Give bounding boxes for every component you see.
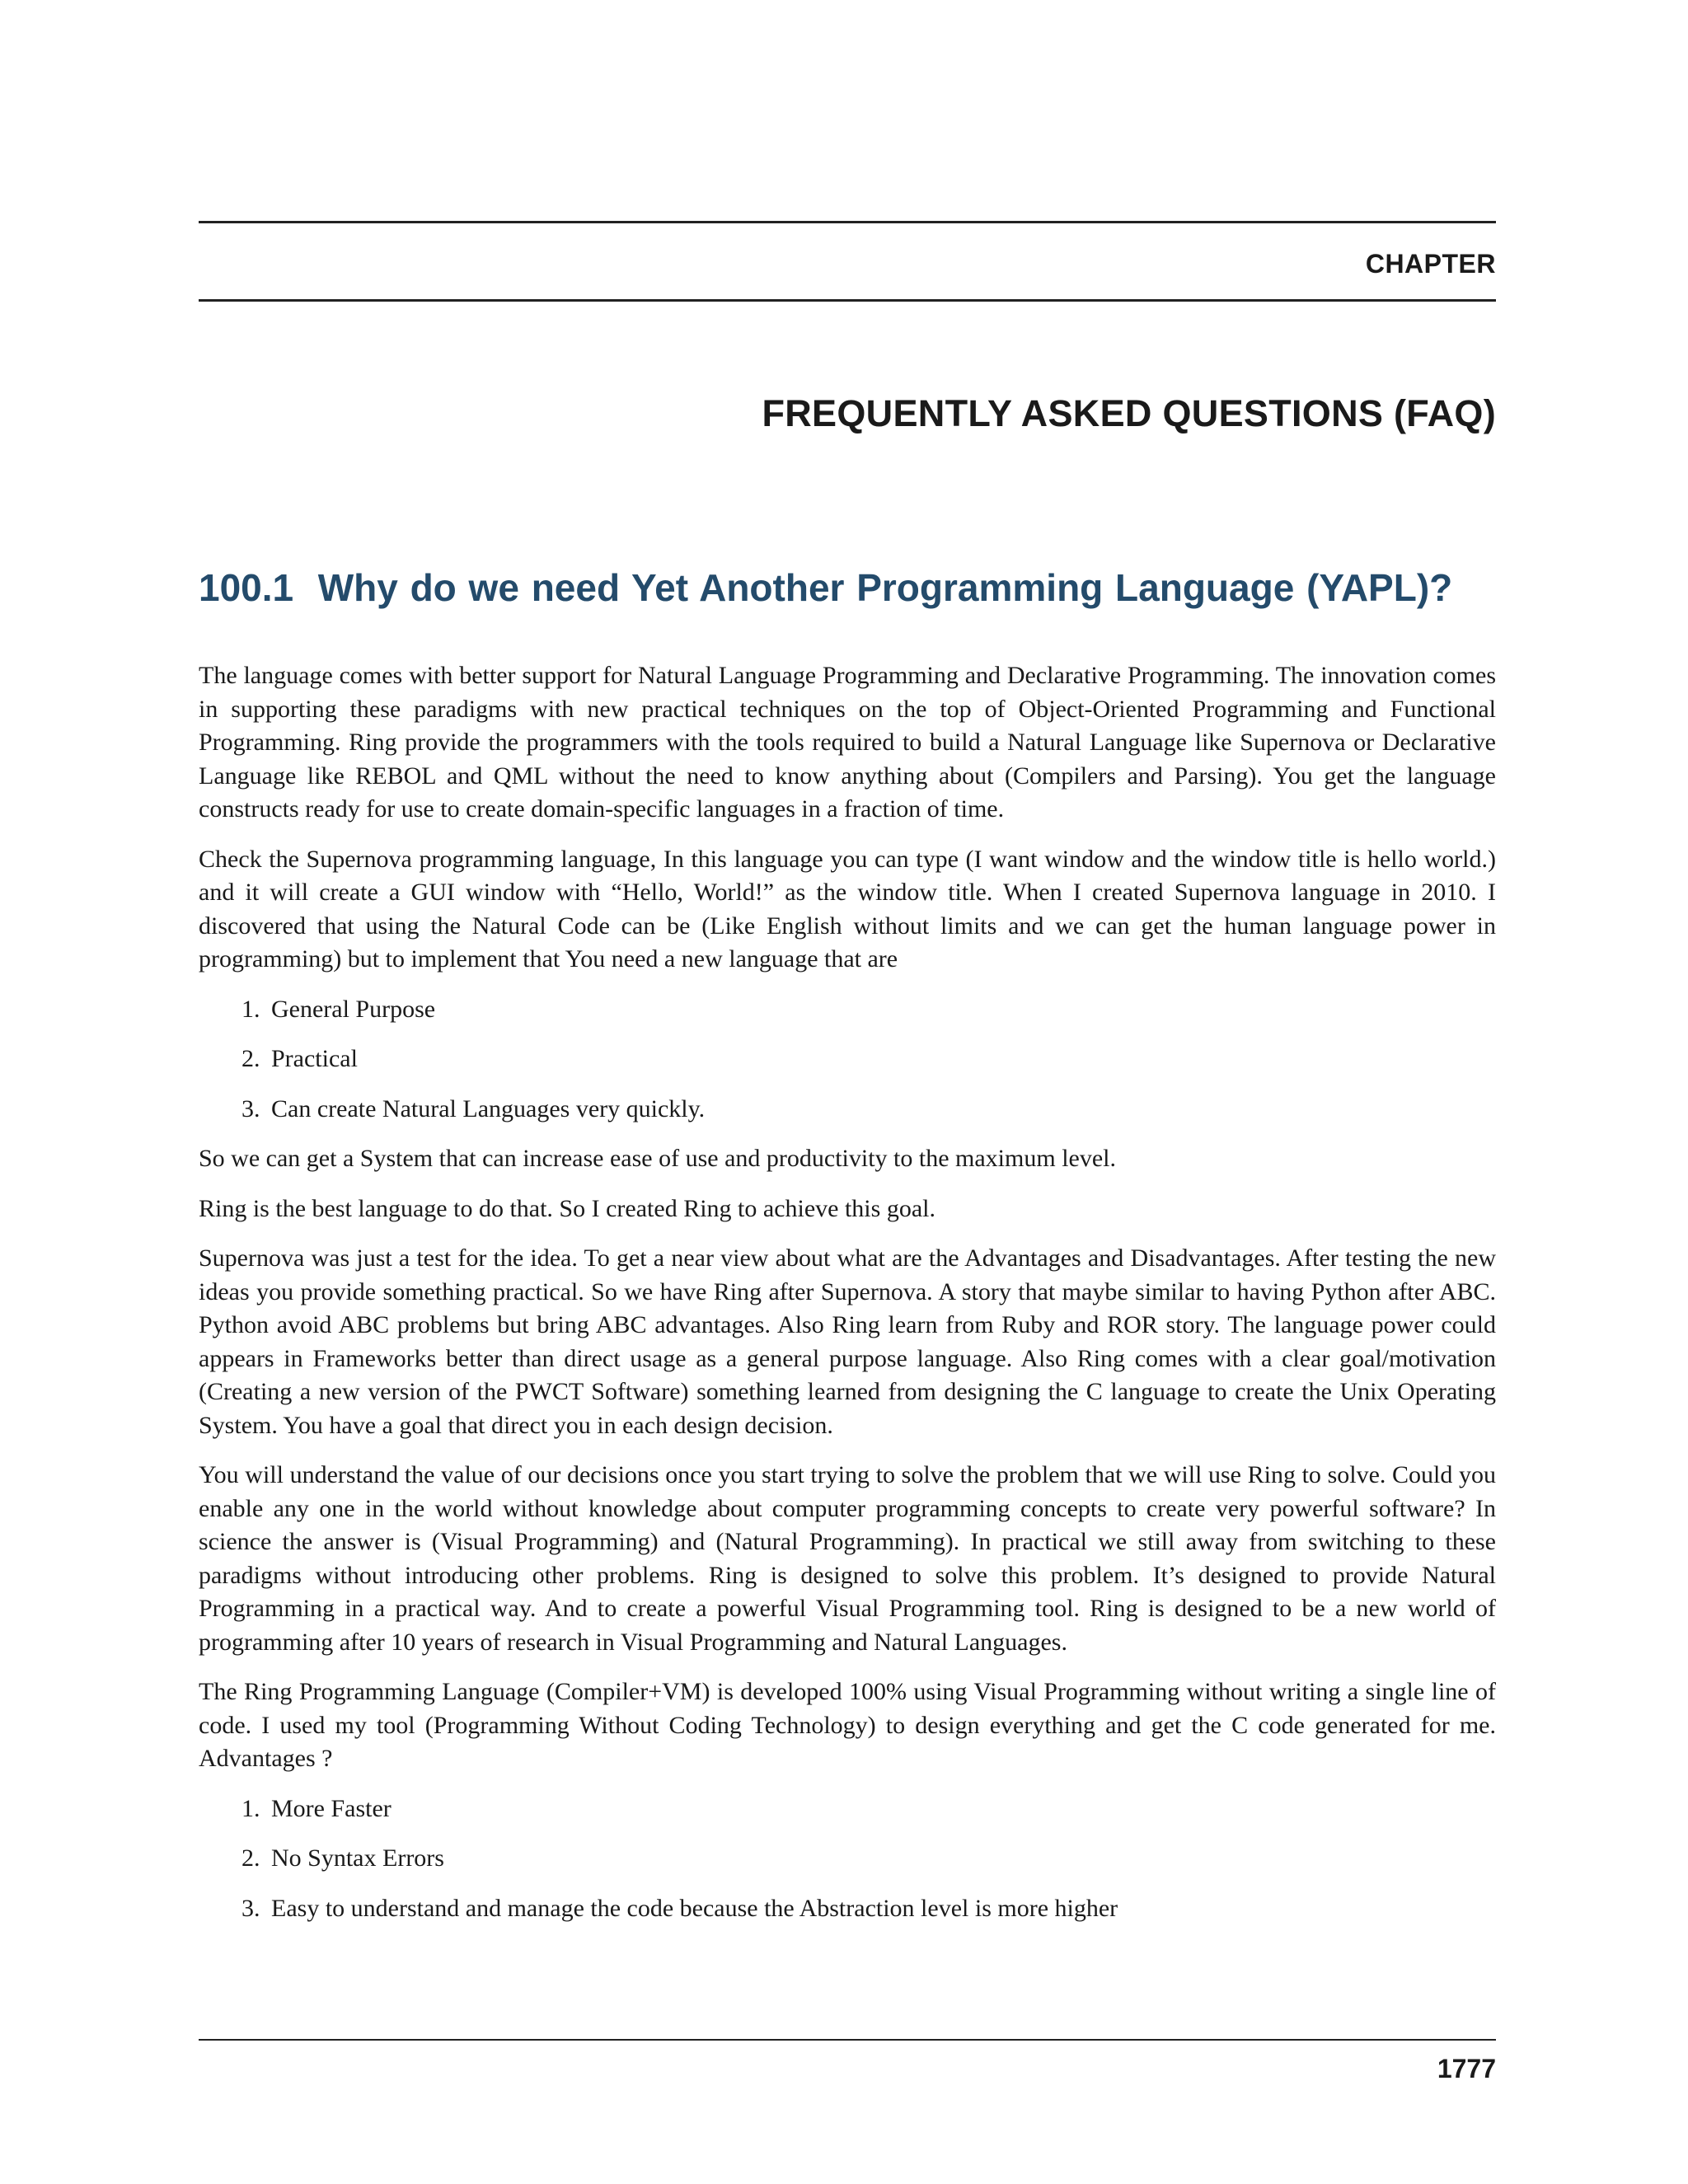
list-item: 1. General Purpose [266,993,1496,1027]
list-item: 3. Easy to understand and manage the code because the Abstraction level is more higher [266,1892,1496,1926]
list-item: 3. Can create Natural Languages very quickly. [266,1093,1496,1127]
footer-rule [199,2039,1496,2041]
list-item: 1. More Faster [266,1793,1496,1826]
paragraph: You will understand the value of our decisions once you start trying to solve the problem that we will use Ring to solve. Could you enable any one in the world without knowledge about computer programming concepts to create very powerful software? In science the answer is (Visual Programming) and (Natural Programming). In practical we still away from switching to these paradigms without introducing other problems. Ring is designed to solve this problem. It’s designed to provide Natural Programming in a practical way. And to create a powerful Visual Programming tool. Ring is designed to be a new world of programming after 10 years of research in Visual Programming and Natural Languages. [199,1461,1496,1656]
paragraph: Supernova was just a test for the idea. To get a near view about what are the Advantages and Disadvantages. After testing the new ideas you provide something practical. So we have Ring after Supernova. A story that maybe similar to having Python after ABC. Python avoid ABC problems but bring ABC advantages. Also Ring learn from Ruby and ROR story. The language power could appears in Frameworks better than direct usage as a general purpose language. Also Ring comes with a clear goal/motivation (Creating a new version of the PWCT Software) something learned from designing the C language to create the Unix Operating System. You have a goal that direct you in each design decision. [199,1244,1496,1439]
paragraph: Ring is the best language to do that. So I created Ring to achieve this goal. [199,1194,935,1222]
advantages-list [199,1793,1496,1926]
paragraph: The Ring Programming Language (Compiler+VM) is developed 100% using Visual Programming without writing a single line of code. I used my tool (Programming Without Coding Technology) to design everything and get the C code generated for me. Advantages ? [199,1678,1496,1772]
list-item: 2. No Syntax Errors [266,1842,1496,1876]
chapter-bottom-rule [199,299,1496,302]
chapter-top-rule [199,221,1496,223]
section-title: Why do we need Yet Another Programming Language (YAPL)? [317,566,1453,609]
list-item: 2. Practical [266,1043,1496,1076]
chapter-title: FREQUENTLY ASKED QUESTIONS (FAQ) [762,392,1496,434]
paragraph: So we can get a System that can increase ease of use and productivity to the maximum level. [199,1145,1116,1172]
chapter-label: CHAPTER [1365,249,1496,279]
paragraph: Check the Supernova programming language, In this language you can type (I want window and the window title is hello world.) and it will create a GUI window with “Hello, World!” as the window title. When I created Supernova language in 2010. I discovered that using the Natural Code can be (Like English without limits and we can get the human language power in programming) but to implement that You need a new language that are [199,845,1496,972]
page-number: 1777 [1437,2054,1496,2083]
paragraph: The language comes with better support for Natural Language Programming and Declarative Programming. The innovation comes in supporting these paradigms with new practical techniques on the top of Object-Oriented Programming and Functional Programming. Ring provide the programmers with the tools required to build a Natural Language like Supernova or Declarative Language like REBOL and QML without the need to know anything about (Compilers and Parsing). You get the language constructs ready for use to create domain-specific languages in a fraction of time. [199,662,1496,823]
requirements-list [199,993,1496,1127]
section-body [199,659,1496,1942]
section-number: 100.1 [199,566,294,609]
section-heading [199,565,1452,610]
document-page [199,0,1496,2184]
